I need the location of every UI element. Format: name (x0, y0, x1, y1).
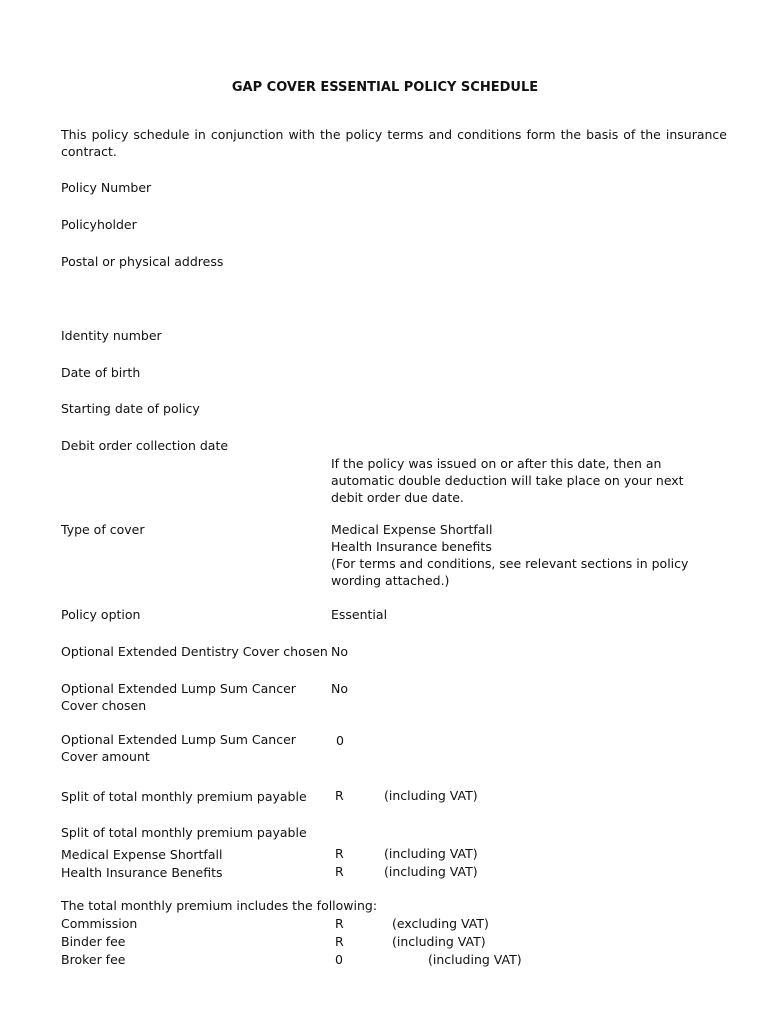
premium-split-row-currency: R (335, 846, 344, 861)
type-of-cover-line3: (For terms and conditions, see relevant sections in policy wording attached.) (331, 556, 689, 588)
includes-row-value: 0 (335, 952, 343, 967)
debit-order-note: If the policy was issued on or after this date, then an automatic double deduction will take place on your next debit order due date. (331, 456, 684, 505)
intro-paragraph: This policy schedule in conjunction with the policy terms and conditions form the basis of the insurance contract. (61, 127, 727, 159)
dentistry-value: No (331, 644, 348, 659)
document-title: GAP COVER ESSENTIAL POLICY SCHEDULE (231, 80, 539, 95)
premium-split-row-note: (including VAT) (384, 864, 478, 879)
dentistry-label: Optional Extended Dentistry Cover chosen (61, 644, 328, 659)
premium-split-row-currency: R (335, 864, 344, 879)
identity-number-label: Identity number (61, 328, 162, 343)
starting-date-label: Starting date of policy (61, 401, 200, 416)
debit-order-date-label: Debit order collection date (61, 438, 229, 453)
cancer-chosen-label: Optional Extended Lump Sum Cancer Cover chosen (61, 681, 296, 713)
premium-total-currency: R (335, 788, 344, 803)
policyholder-label: Policyholder (61, 217, 137, 232)
includes-heading: The total monthly premium includes the following: (61, 898, 378, 913)
premium-split-row-label: Medical Expense Shortfall (61, 847, 223, 862)
policy-option-value: Essential (331, 607, 388, 622)
type-of-cover-line1: Medical Expense Shortfall (331, 522, 493, 537)
cancer-amount-value: 0 (336, 733, 344, 748)
includes-row-note: (including VAT) (392, 934, 486, 949)
includes-row-value: R (335, 934, 344, 949)
type-of-cover-line2: Health Insurance benefits (331, 539, 492, 554)
includes-row-note: (excluding VAT) (392, 916, 489, 931)
premium-total-label: Split of total monthly premium payable (61, 789, 307, 804)
policy-number-label: Policy Number (61, 180, 152, 195)
policy-option-label: Policy option (61, 607, 141, 622)
premium-split-row-label: Health Insurance Benefits (61, 865, 223, 880)
includes-row-label: Binder fee (61, 934, 126, 949)
premium-split-row-note: (including VAT) (384, 846, 478, 861)
includes-row-note: (including VAT) (428, 952, 522, 967)
includes-row-label: Broker fee (61, 952, 126, 967)
type-of-cover-label: Type of cover (61, 522, 145, 537)
premium-split-heading: Split of total monthly premium payable (61, 825, 307, 840)
includes-row-value: R (335, 916, 344, 931)
cancer-amount-label: Optional Extended Lump Sum Cancer Cover amount (61, 732, 296, 764)
cancer-chosen-value: No (331, 681, 348, 696)
premium-total-note: (including VAT) (384, 788, 478, 803)
includes-row-label: Commission (61, 916, 138, 931)
date-of-birth-label: Date of birth (61, 365, 141, 380)
address-label: Postal or physical address (61, 254, 224, 269)
